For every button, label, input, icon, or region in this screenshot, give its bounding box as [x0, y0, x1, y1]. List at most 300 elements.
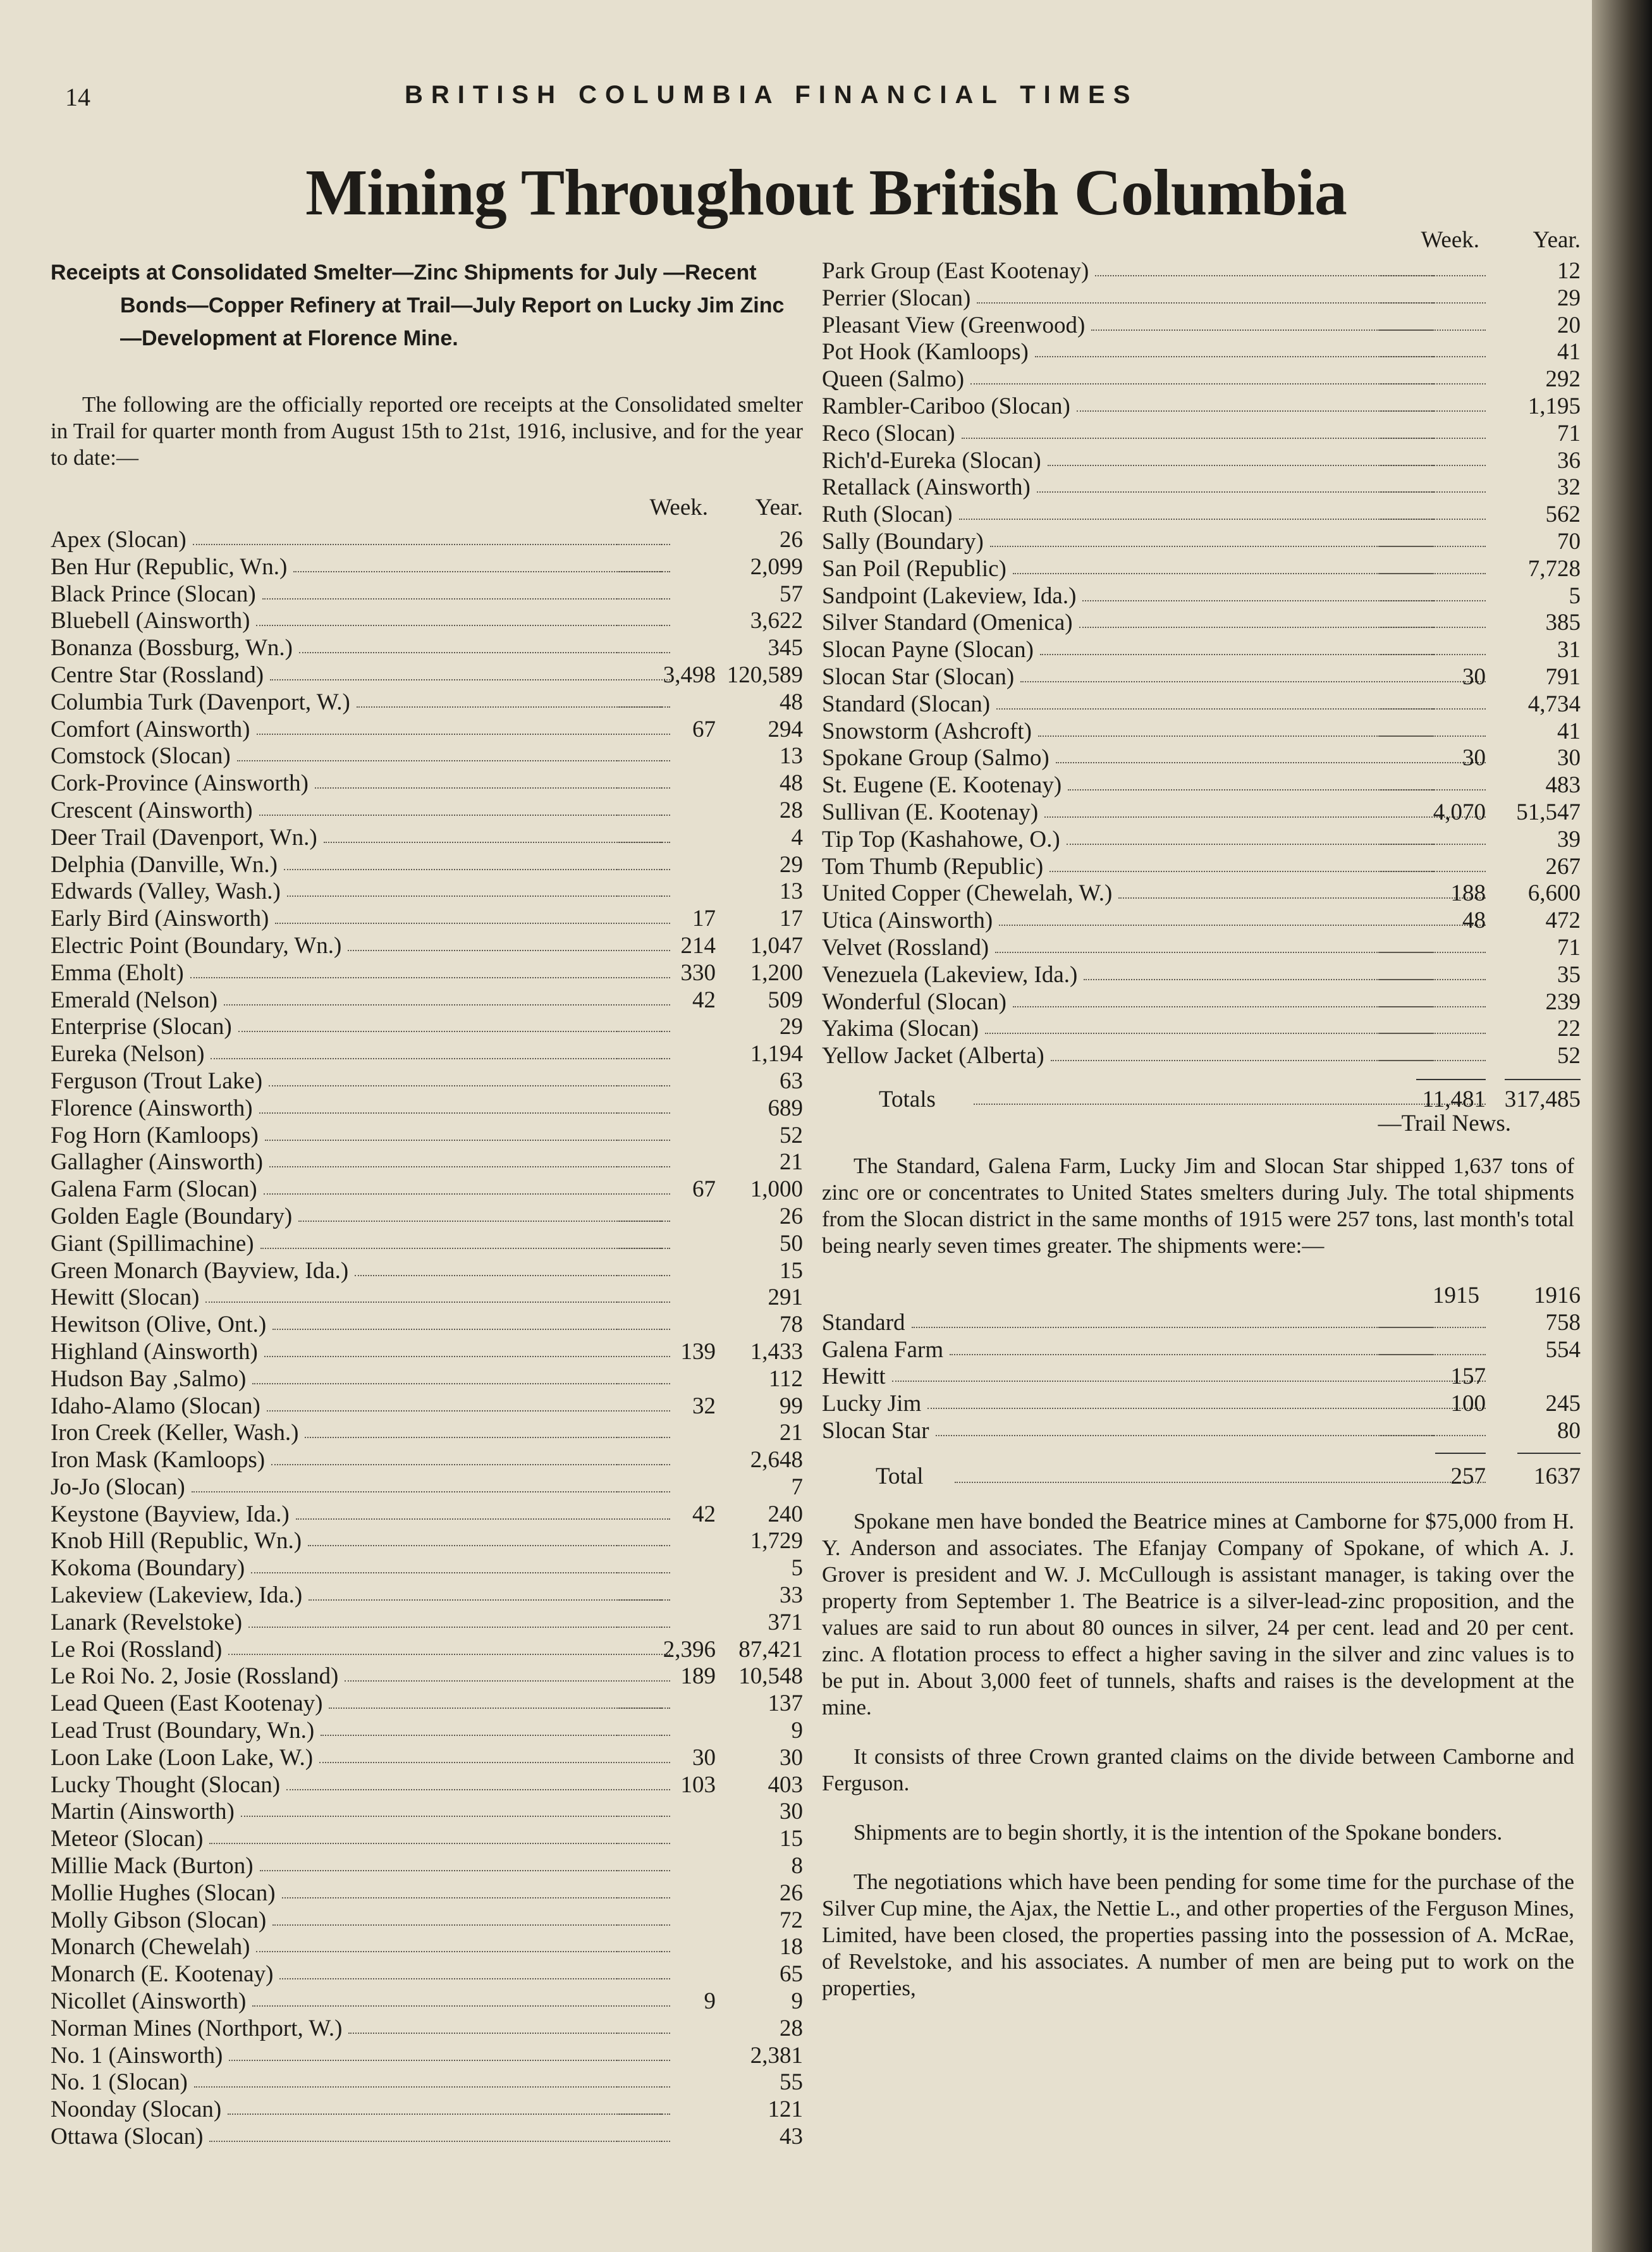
receipts-table-left [51, 494, 803, 2151]
table-row [822, 908, 1581, 935]
table-row [822, 285, 1581, 312]
row-name: Galena Farm (Slocan) [51, 1176, 257, 1203]
table-row [51, 1095, 803, 1123]
zinc-total-row [822, 1460, 1581, 1493]
blank-dots [616, 1140, 662, 1141]
row-name: Hewitson (Olive, Ont.) [51, 1312, 267, 1338]
blank-dots [616, 652, 662, 653]
table-row [822, 853, 1581, 881]
row-year: 4 [791, 824, 803, 851]
blank-dots [616, 1978, 662, 1979]
table-row [51, 1393, 803, 1420]
zinc-total-1915: 257 [1450, 1463, 1486, 1489]
row-name: Comstock (Slocan) [51, 743, 231, 770]
leader-dots [293, 571, 670, 572]
table-row [51, 1149, 803, 1176]
row-year: 17 [780, 906, 803, 932]
blank-dots [616, 1437, 662, 1438]
table-row [51, 1907, 803, 1935]
row-name: Idaho-Alamo (Slocan) [51, 1393, 260, 1419]
row-year: 345 [768, 635, 803, 661]
leader-dots [260, 1248, 670, 1249]
row-name: Jo-Jo (Slocan) [51, 1474, 185, 1500]
week-column-header: Week. [1421, 227, 1479, 253]
table-row [51, 1258, 803, 1285]
row-year: 472 [1545, 908, 1581, 934]
row-name: Sullivan (E. Kootenay) [822, 799, 1039, 825]
row-year: 294 [768, 716, 803, 742]
row-year: 1,194 [750, 1041, 803, 1068]
blank-dots [616, 2114, 662, 2115]
row-year: 483 [1545, 772, 1581, 799]
row-week: 3,498 [663, 661, 716, 688]
blank-dots [616, 571, 662, 572]
blank-dots [616, 1707, 662, 1709]
row-name: Giant (Spillimachine) [51, 1230, 254, 1257]
totals-row [822, 1086, 1581, 1114]
zinc-total-rule [822, 1445, 1574, 1460]
row-name: Pot Hook (Kamloops) [822, 339, 1029, 366]
table-row [51, 1420, 803, 1447]
row-year: 48 [780, 770, 803, 797]
row-name: Millie Mack (Burton) [51, 1853, 254, 1880]
row-name: Edwards (Valley, Wash.) [51, 878, 281, 905]
table-row [51, 662, 803, 689]
row-name: Eureka (Nelson) [51, 1041, 205, 1068]
row-year: 15 [780, 1826, 803, 1852]
row-week: 30 [692, 1744, 716, 1771]
table-row [51, 1014, 803, 1041]
row-year: 50 [780, 1230, 803, 1257]
table-row [51, 1826, 803, 1853]
leader-dots [287, 895, 670, 897]
zinc-table [822, 1282, 1581, 1493]
row-year: 7,728 [1527, 555, 1581, 582]
row-name: Pleasant View (Greenwood) [822, 312, 1086, 338]
table-row [822, 988, 1581, 1016]
row-year: 562 [1545, 501, 1581, 528]
row-name: Yellow Jacket (Alberta) [822, 1043, 1044, 1069]
row-year: 28 [780, 2015, 803, 2041]
row-year: 35 [1557, 961, 1581, 988]
row-year: 71 [1557, 934, 1581, 961]
blank-dots [616, 1870, 662, 1871]
table-row [51, 1745, 803, 1772]
table-row [822, 880, 1581, 908]
row-year: 33 [780, 1582, 803, 1609]
table-row [51, 987, 803, 1014]
table-row [822, 799, 1581, 827]
row-year: 291 [768, 1284, 803, 1311]
row-year: 13 [780, 743, 803, 770]
row-year: 509 [768, 987, 803, 1013]
row-week: 48 [1462, 908, 1486, 934]
row-name: Snowstorm (Ashcroft) [822, 718, 1032, 744]
table-row [51, 608, 803, 635]
leader-dots [259, 815, 670, 816]
blank-dots [616, 1843, 662, 1844]
row-year: 12 [1557, 258, 1581, 284]
table-row [51, 1663, 803, 1690]
row-year: 121 [768, 2096, 803, 2123]
beatrice-paragraph: Spokane men have bonded the Beatrice mines at Camborne for $75,000 from H. Y. Anderson and associates. The Efanjay Company of Spokane, of which A. J. Grover is president and W. J. McCullough is assistant manager, is taking over the property from September 1. The Beatrice is a silver-lead-zinc proposition, and the values are said to run about 80 ounces in silver, 24 per cent. lead and 20 per cent. zinc. A flotation process to effect a higher saving in the silver and zinc values is to be put in. About 3,000 feet of tunnels, shafts and raises is the development at the mine. [822, 1508, 1574, 1720]
row-year: 30 [780, 1799, 803, 1825]
table-row [51, 1231, 803, 1258]
row-name: United Copper (Chewelah, W.) [822, 880, 1113, 907]
row-week: 139 [680, 1338, 716, 1365]
blank-dots [1378, 329, 1434, 331]
row-name: Comfort (Ainsworth) [51, 716, 250, 742]
row-year: 31 [1557, 637, 1581, 663]
row-week: 32 [692, 1393, 716, 1419]
blank-dots [616, 869, 662, 870]
row-year: 26 [780, 1880, 803, 1906]
row-name: Utica (Ainsworth) [822, 908, 993, 934]
table-row [51, 635, 803, 662]
leader-dots [298, 1221, 670, 1222]
zinc-total-label: Total [876, 1463, 924, 1489]
table-row [51, 1176, 803, 1203]
blank-dots [1378, 573, 1434, 574]
leader-dots [211, 1058, 670, 1059]
table-row [51, 2124, 803, 2151]
table-row [51, 1041, 803, 1068]
row-name: Delphia (Danville, Wn.) [51, 851, 278, 878]
blank-dots [1378, 952, 1434, 953]
row-name: Bluebell (Ainsworth) [51, 608, 250, 634]
leader-dots [229, 2060, 670, 2061]
row-name: Hewitt [822, 1363, 886, 1390]
leader-dots [251, 1572, 670, 1573]
leader-dots [262, 598, 670, 600]
blank-dots [616, 1951, 662, 1952]
table-row [51, 554, 803, 581]
blank-dots [616, 1572, 662, 1573]
blank-dots [616, 625, 662, 626]
row-v1916: 554 [1545, 1336, 1581, 1363]
blank-dots [616, 1329, 662, 1330]
table-row [822, 555, 1581, 583]
row-year: 2,648 [750, 1447, 803, 1474]
table-row [822, 637, 1581, 664]
row-year: 1,433 [750, 1338, 803, 1365]
blank-dots [1378, 1354, 1434, 1355]
table-row [822, 826, 1581, 854]
blank-dots [616, 1816, 662, 1817]
blank-dots [1378, 546, 1434, 547]
table-row [822, 339, 1581, 366]
row-year: 1,729 [750, 1528, 803, 1554]
table-row [51, 581, 803, 608]
zinc-header [822, 1282, 1581, 1310]
table-row [822, 745, 1581, 772]
row-name: Gallagher (Ainsworth) [51, 1149, 263, 1176]
table-row [51, 1880, 803, 1907]
leader-dots [192, 1491, 670, 1492]
blank-dots [616, 2033, 662, 2034]
blank-dots [616, 2141, 662, 2142]
table-row [822, 1363, 1574, 1391]
table-row [51, 1284, 803, 1312]
blank-dots [616, 706, 662, 708]
year-column-header: Year. [1533, 227, 1581, 253]
blank-dots [616, 1166, 662, 1167]
row-name: Apex (Slocan) [51, 527, 187, 553]
leader-dots [241, 1816, 670, 1817]
totals-label: Totals [879, 1086, 936, 1112]
row-name: Ottawa (Slocan) [51, 2124, 204, 2150]
row-name: Emerald (Nelson) [51, 987, 218, 1013]
row-year: 8 [791, 1853, 803, 1880]
row-name: Loon Lake (Loon Lake, W.) [51, 1744, 314, 1771]
table-row [51, 960, 803, 987]
row-name: Retallack (Ainsworth) [822, 474, 1031, 501]
row-name: Lanark (Revelstoke) [51, 1609, 243, 1635]
row-year: 29 [1557, 285, 1581, 311]
leader-dots [257, 734, 670, 735]
table-row [51, 1339, 803, 1366]
row-name: Bonanza (Bossburg, Wn.) [51, 635, 293, 661]
row-name: Wonderful (Slocan) [822, 988, 1006, 1015]
blank-dots [616, 1464, 662, 1465]
leader-dots [927, 1408, 1486, 1409]
table-row [822, 1309, 1581, 1337]
blank-dots [616, 2086, 662, 2088]
leader-dots [209, 1843, 670, 1844]
table-row [51, 1555, 803, 1582]
blank-dots [1378, 465, 1434, 466]
row-name: Sandpoint (Lakeview, Ida.) [822, 582, 1077, 609]
leader-dots [205, 1301, 670, 1303]
blank-dots [616, 760, 662, 761]
row-name: Black Prince (Slocan) [51, 581, 256, 607]
row-name: Martin (Ainsworth) [51, 1799, 235, 1825]
row-name: Silver Standard (Omenica) [822, 610, 1073, 636]
row-name: Spokane Group (Salmo) [822, 745, 1049, 772]
table-row [822, 312, 1581, 340]
row-name: Monarch (Chewelah) [51, 1934, 250, 1960]
leader-dots [252, 2005, 670, 2007]
blank-dots [616, 1112, 662, 1114]
row-year: 28 [780, 797, 803, 823]
row-name: Ferguson (Trout Lake) [51, 1068, 263, 1094]
row-name: Lead Trust (Boundary, Wn.) [51, 1718, 315, 1744]
row-year: 6,600 [1527, 880, 1581, 907]
leader-dots [305, 1437, 670, 1438]
row-year: 112 [768, 1365, 803, 1392]
row-week: 9 [704, 1988, 716, 2015]
blank-dots [616, 544, 662, 545]
totals-year: 317,485 [1504, 1086, 1581, 1112]
row-name: Le Roi No. 2, Josie (Rossland) [51, 1663, 339, 1690]
blank-dots [616, 1735, 662, 1736]
leader-dots [299, 652, 670, 653]
row-v1915: 100 [1450, 1391, 1486, 1417]
blank-dots [616, 1924, 662, 1926]
row-year: 1,000 [750, 1176, 803, 1203]
row-year: 87,421 [738, 1636, 803, 1663]
table-row [51, 797, 803, 825]
table-row [51, 1718, 803, 1745]
blank-dots [1378, 491, 1434, 493]
blank-dots [1378, 789, 1434, 791]
table-row [51, 1772, 803, 1799]
row-name: Lucky Jim [822, 1391, 922, 1417]
table-row [51, 1528, 803, 1555]
row-name: Perrier (Slocan) [822, 285, 971, 311]
row-name: Slocan Star (Slocan) [822, 663, 1015, 690]
table-row [822, 718, 1581, 746]
row-name: Rich'd-Eureka (Slocan) [822, 447, 1041, 474]
row-name: Cork-Province (Ainsworth) [51, 770, 309, 797]
row-year: 267 [1545, 853, 1581, 880]
blank-dots [1378, 302, 1434, 304]
row-name: Meteor (Slocan) [51, 1826, 204, 1852]
receipts-header-right [822, 227, 1581, 258]
table-row [822, 1016, 1581, 1043]
row-name: Slocan Payne (Slocan) [822, 637, 1034, 663]
row-name: No. 1 (Ainsworth) [51, 2042, 223, 2069]
table-row [51, 1582, 803, 1609]
table-row [822, 1336, 1581, 1364]
blank-dots [1378, 627, 1434, 628]
blank-dots [616, 598, 662, 600]
leader-dots [260, 1870, 670, 1871]
page-binding-shadow [1592, 0, 1652, 2252]
row-name: Standard [822, 1309, 905, 1336]
row-week: 42 [692, 987, 716, 1013]
leader-dots [319, 1762, 670, 1763]
table-row [51, 825, 803, 852]
table-row [51, 527, 803, 554]
leader-dots [279, 1978, 670, 1979]
row-name: Hewitt (Slocan) [51, 1284, 200, 1311]
leader-dots [286, 1789, 670, 1790]
row-name: Knob Hill (Republic, Wn.) [51, 1528, 302, 1554]
receipts-rows-left [51, 527, 803, 2151]
blank-dots [616, 1545, 662, 1546]
row-year: 55 [780, 2069, 803, 2096]
leader-dots [209, 2141, 670, 2142]
table-row [51, 2096, 803, 2124]
row-name: Standard (Slocan) [822, 691, 991, 717]
table-row [822, 1391, 1581, 1418]
blank-dots [1378, 1060, 1434, 1061]
row-year: 20 [1557, 312, 1581, 338]
row-year: 26 [780, 1203, 803, 1229]
leader-dots [269, 1166, 670, 1167]
row-name: Molly Gibson (Slocan) [51, 1907, 267, 1933]
row-year: 403 [768, 1771, 803, 1798]
row-year: 52 [780, 1122, 803, 1148]
row-year: 36 [1557, 447, 1581, 474]
leader-dots [271, 1464, 670, 1465]
row-year: 371 [768, 1609, 803, 1635]
table-row [822, 258, 1581, 285]
table-row [822, 474, 1581, 501]
table-row [51, 2043, 803, 2070]
row-year: 70 [1557, 528, 1581, 555]
leader-dots [193, 544, 670, 545]
row-year: 48 [780, 689, 803, 715]
row-year: 41 [1557, 339, 1581, 366]
row-year: 30 [780, 1744, 803, 1771]
leader-dots [256, 625, 670, 626]
leader-dots [238, 1031, 670, 1032]
zinc-paragraph: The Standard, Galena Farm, Lucky Jim and Slocan Star shipped 1,637 tons of zinc ore or concentrates to United States smelters during July. The total shipments from the Slocan district in the same months of 1915 were 257 tons, last month's total being nearly seven times greater. The shipments were:— [822, 1153, 1574, 1258]
row-name: Keystone (Bayview, Ida.) [51, 1501, 290, 1527]
leader-dots [248, 1627, 670, 1628]
receipts-rows-right [822, 258, 1581, 1070]
row-week: 42 [692, 1501, 716, 1527]
blank-dots [616, 1383, 662, 1384]
claims-paragraph: It consists of three Crown granted claims on the divide between Camborne and Ferguson. [822, 1744, 1574, 1795]
blank-dots [1378, 438, 1434, 439]
table-row [51, 1447, 803, 1474]
table-row [51, 743, 803, 770]
leader-dots [272, 1329, 670, 1330]
left-column [51, 256, 803, 2151]
row-year: 29 [780, 1014, 803, 1040]
blank-dots [616, 1248, 662, 1249]
row-name: Galena Farm [822, 1336, 944, 1363]
leader-dots [265, 1140, 670, 1141]
row-name: San Poil (Republic) [822, 555, 1006, 582]
table-row [51, 1799, 803, 1826]
row-year: 65 [780, 1961, 803, 1988]
row-year: 29 [780, 851, 803, 878]
leader-dots [264, 1356, 670, 1357]
leader-dots [228, 2114, 670, 2115]
zinc-rows [822, 1309, 1581, 1445]
row-week: 188 [1450, 880, 1486, 907]
blank-dots [616, 895, 662, 897]
row-name: Fog Horn (Kamloops) [51, 1122, 259, 1148]
row-year: 22 [1557, 1016, 1581, 1042]
row-year: 52 [1557, 1043, 1581, 1069]
shipments-paragraph: Shipments are to begin shortly, it is the intention of the Spokane bonders. [854, 1819, 1503, 1845]
table-row [822, 366, 1581, 393]
table-row [822, 447, 1581, 475]
table-row [51, 1609, 803, 1637]
blank-dots [1378, 735, 1434, 737]
running-header [0, 77, 1581, 121]
blank-dots [1378, 979, 1434, 980]
leader-dots [264, 1193, 670, 1195]
row-week: 30 [1462, 745, 1486, 772]
table-row [822, 961, 1581, 989]
blank-dots [1378, 519, 1434, 520]
table-row [822, 528, 1581, 556]
leader-dots [228, 1654, 670, 1655]
row-name: Columbia Turk (Davenport, W.) [51, 689, 350, 715]
row-year: 5 [791, 1555, 803, 1582]
row-name: Florence (Ainsworth) [51, 1095, 253, 1121]
table-row [822, 1043, 1581, 1070]
table-row [822, 610, 1581, 637]
blank-dots [1378, 1435, 1434, 1436]
blank-dots [616, 2060, 662, 2061]
row-year: 9 [791, 1718, 803, 1744]
row-name: Enterprise (Slocan) [51, 1014, 232, 1040]
publication-title: BRITISH COLUMBIA FINANCIAL TIMES [405, 81, 1139, 109]
blank-dots [616, 1301, 662, 1303]
leader-dots [224, 1004, 670, 1006]
row-name: Ben Hur (Republic, Wn.) [51, 553, 288, 580]
table-row [51, 1312, 803, 1339]
row-name: Electric Point (Boundary, Wn.) [51, 932, 342, 959]
table-row [51, 1690, 803, 1718]
